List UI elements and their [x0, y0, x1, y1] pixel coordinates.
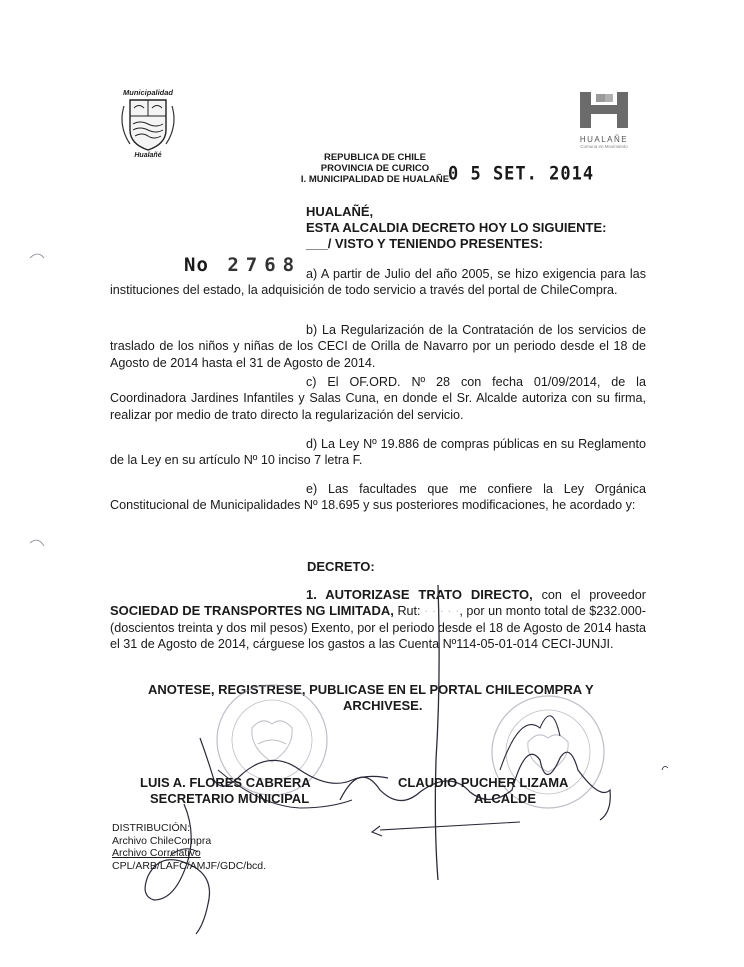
signature-left-title: SECRETARIO MUNICIPAL [150, 791, 310, 806]
decreto-rest: , por un monto total de $232.000- (doscientos treinta y dos mil pesos) Exento, por el periodo desde el 18 de Agosto de 2014 hasta el 31 de Agosto de 2014, cárguese los gastos a las Cuenta Nº114-05-01-014 CECI-JUNJI. [110, 604, 646, 652]
distribution-line-1: Archivo ChileCompra [112, 834, 212, 847]
decreto-item-1-lead: 1. AUTORIZASE TRATO DIRECTO, [306, 587, 533, 602]
decreto-heading: DECRETO: [307, 559, 375, 574]
title-decree: ESTA ALCALDIA DECRETO HOY LO SIGUIENTE: [306, 220, 607, 235]
title-visto: ___/ VISTO Y TENIENDO PRESENTES: [306, 236, 543, 251]
closing-line-1: ANOTESE, REGISTRESE, PUBLICASE EN EL PORTAL CHILECOMPRA Y [148, 682, 594, 697]
closing-line-2: ARCHIVESE. [343, 698, 423, 713]
distribution-line-3: CPL/ARB/LAFC/AMJF/GDC/bcd. [112, 859, 267, 872]
crest-bottom-text: Hualañé [134, 152, 162, 158]
paragraph-e: e) Las facultades que me confiere la Ley Orgánica Constitucional de Municipalidades Nº 18.695 y sus posteriores modificaciones, he acordado y: [110, 482, 646, 513]
signature-left-name: LUIS A. FLORES CABRERA [140, 775, 311, 790]
signature-right-name: CLAUDIO PUCHER LIZAMA [398, 775, 569, 790]
header-municipality: I. MUNICIPALIDAD DE HUALAÑE [300, 174, 450, 185]
decree-number-value: 2768 [227, 254, 302, 276]
brand-tagline: Comuna en Movimiento [580, 144, 628, 149]
decreto-rut-value: · · · · · [420, 604, 460, 619]
decreto-rut-label: Rut: [393, 604, 421, 619]
header-republic: REPUBLICA DE CHILE [323, 152, 427, 163]
distribution-line-2: Archivo Correlativo [112, 847, 201, 859]
paragraph-b: b) La Regularización de la Contratación de los servicios de traslado de los niños y niñas de los CECI de Orilla de Navarro por un periodo desde el 18 de Agosto de 2014 hasta el 31 de Agosto de 2014. [110, 323, 646, 370]
paragraph-c: c) El OF.ORD. Nº 28 con fecha 01/09/2014, de la Coordinadora Jardines Infantiles y Salas Cuna, en donde el Sr. Alcalde autoriza con su firma, realizar por medio de trato directo la regularización del servicio. [110, 375, 646, 422]
date-stamp: 0 5 SET. 2014 [448, 163, 595, 185]
brand-name: HUALAÑE [579, 135, 629, 144]
paragraph-a: a) A partir de Julio del año 2005, se hizo exigencia para las instituciones del estado, la adquisición de todo servicio a través del portal de ChileCompra. [110, 267, 646, 298]
distribution-block [112, 822, 266, 872]
decreto-item-1-tail: con el proveedor [532, 588, 646, 602]
signature-right-title: ALCALDE [474, 791, 537, 806]
crest-top-text: Municipalidad [122, 88, 174, 97]
decreto-provider: SOCIEDAD DE TRANSPORTES NG LIMITADA, [110, 603, 394, 619]
header-province: PROVINCIA DE CURICO [320, 163, 430, 174]
paragraph-d: d) La Ley Nº 19.886 de compras públicas en su Reglamento de la Ley en su artículo Nº 10 inciso 7 letra F. [110, 437, 646, 468]
title-place: HUALAÑÉ, [306, 204, 374, 219]
distribution-heading: DISTRIBUCIÓN: [112, 822, 191, 834]
decree-number-prefix: No [184, 254, 209, 276]
